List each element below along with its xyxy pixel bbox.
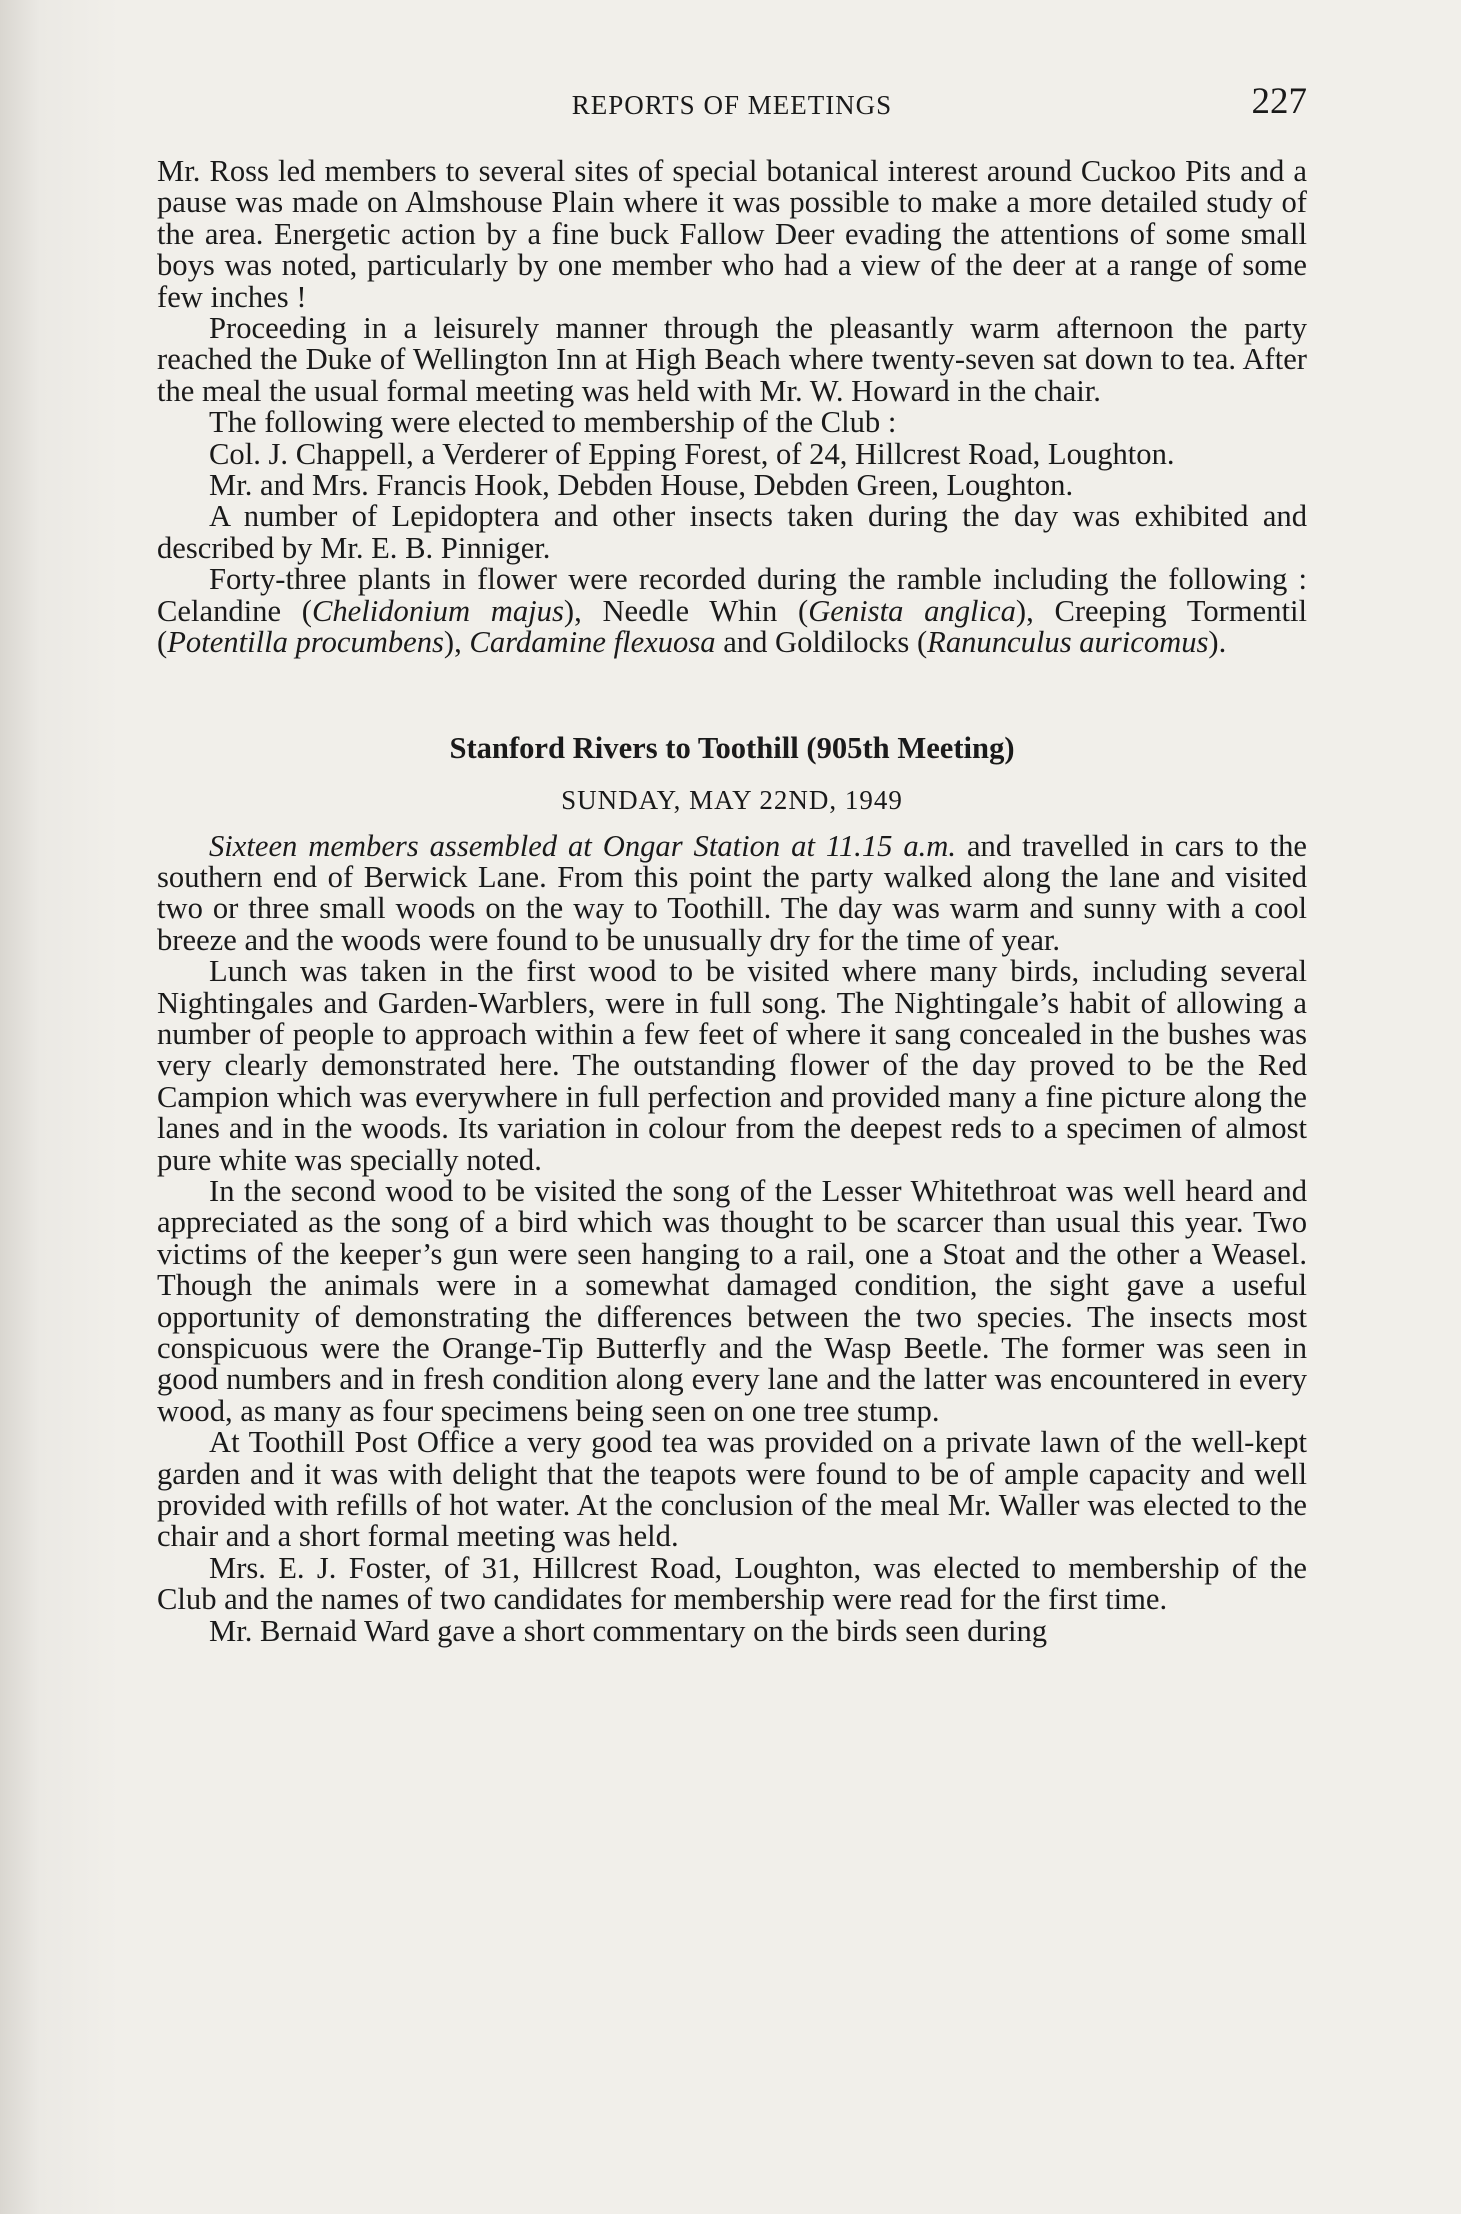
meeting-date: SUNDAY, MAY 22ND, 1949: [561, 784, 903, 815]
new-member-entry: Mr. and Mrs. Francis Hook, Debden House, Debden Green, Loughton.: [209, 468, 1074, 503]
species-name: Ranunculus auricomus: [927, 625, 1209, 660]
paragraph: [157, 828, 1307, 957]
paragraph: The following were elected to membership of the Club :: [209, 405, 897, 440]
text-run: ), Needle Whin (: [563, 593, 809, 628]
text-run: and travelled in cars to the southern end of Berwick Lane. From this point the party walked along the lane and visited two or three small woods on the way to Toothill. The day was warm and sunny with a cool breeze and the woods were found to be unusually dry for the time of year.: [157, 828, 1307, 957]
species-name: Potentilla procumbens: [167, 625, 444, 660]
plant-list-paragraph: [157, 564, 1307, 658]
text-run: and Goldilocks (: [715, 625, 928, 660]
paragraph: Lunch was taken in the first wood to be visited where many birds, including several Nightingales and Garden-Warblers, were in full song. The Nightingale’s habit of allowing a number of people to approach within a few feet of where it sang concealed in the bushes was very clearly demonstrated here. The outstanding flower of the day proved to be the Red Campion which was everywhere in full perfection and provided many a fine picture along the lanes and in the woods. Its variation in colour from the deepest reds to a specimen of almost pure white was specially noted.: [157, 954, 1307, 1177]
species-name: Cardamine flexuosa: [469, 625, 716, 660]
text-run: ).: [1208, 625, 1227, 660]
text-run: Forty-three plants in flower were recorded during the ramble including the following : Celandine (: [157, 562, 1307, 628]
paragraph: In the second wood to be visited the song of the Lesser Whitethroat was well heard and appreciated as the song of a bird which was thought to be scarcer than usual this year. Two victims of the keeper’s gun were seen hanging to a rail, one a Stoat and the other a Weasel. Though the animals were in a somewhat damaged condition, the sight gave a useful opportunity of demonstrating the differences between the two species. The insects most conspicuous were the Orange-Tip Butterfly and the Wasp Beetle. The former was seen in good numbers and in fresh condition along every lane and the latter was encountered in every wood, as many as four specimens being seen on one tree stump.: [157, 1173, 1307, 1428]
paragraph: Mrs. E. J. Foster, of 31, Hillcrest Road, Loughton, was elected to membership of the Club and the names of two candidates for membership were read for the first time.: [157, 1550, 1307, 1617]
meeting-heading: Stanford Rivers to Toothill (905th Meeting): [449, 730, 1015, 765]
text-run: ),: [443, 625, 470, 660]
paragraph: Mr. Ross led members to several sites of special botanical interest around Cuckoo Pits and a pause was made on Almshouse Plain where it was possible to make a more detailed study of the area. Energetic action by a fine buck Fallow Deer evading the attentions of some small boys was noted, particularly by one member who had a view of the deer at a range of some few inches !: [157, 154, 1307, 314]
paragraph: Proceeding in a leisurely manner through the pleasantly warm afternoon the party reached the Duke of Wellington Inn at High Beach where twenty-seven sat down to tea. After the meal the usual formal meeting was held with Mr. W. Howard in the chair.: [157, 311, 1307, 408]
new-member-entry: Col. J. Chappell, a Verderer of Epping Forest, of 24, Hillcrest Road, Loughton.: [209, 436, 1175, 471]
text-column: [157, 78, 1307, 1647]
report-body: [157, 156, 1307, 1647]
page-number: 227: [1251, 81, 1307, 122]
species-name: Chelidonium majus: [311, 593, 564, 628]
text-run: ), Creeping Tormentil (: [157, 593, 1307, 660]
paragraph: At Toothill Post Office a very good tea was provided on a private lawn of the well-kept garden and it was with delight that the teapots were found to be of ample capacity and well provided with refills of hot water. At the conclusion of the meal Mr. Waller was elected to the chair and a short formal meeting was held.: [157, 1425, 1307, 1554]
running-head: [157, 78, 1307, 128]
paragraph: Mr. Bernaid Ward gave a short commentary on the birds seen during: [209, 1613, 1048, 1648]
species-name: Genista anglica: [808, 593, 1016, 628]
italic-run: Sixteen members assembled at Ongar Station at 11.15 a.m.: [209, 828, 957, 863]
paragraph: A number of Lepidoptera and other insects taken during the day was exhibited and described by Mr. E. B. Pinniger.: [157, 499, 1307, 565]
running-title: REPORTS OF MEETINGS: [571, 90, 893, 120]
